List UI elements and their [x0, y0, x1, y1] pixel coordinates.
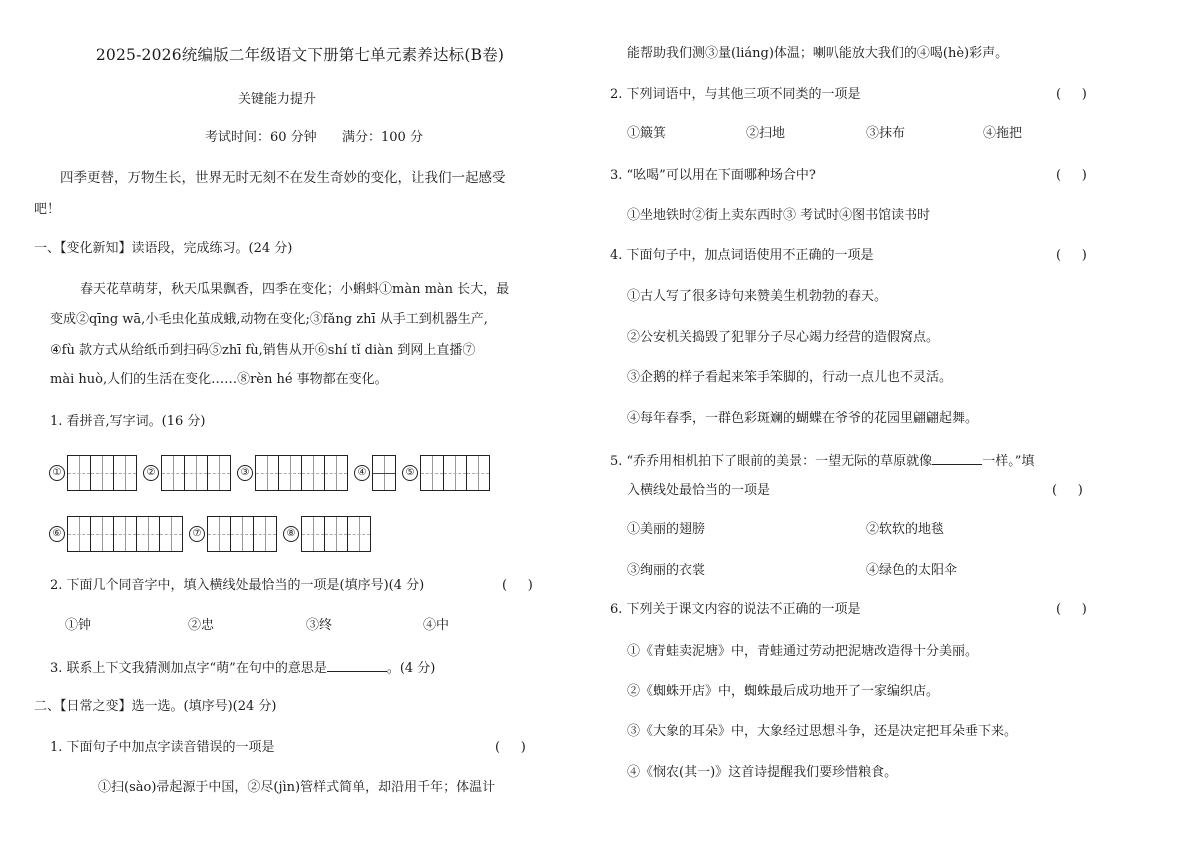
option: ④绿色的太阳伞 — [866, 563, 958, 578]
writing-grid-row-1 — [49, 455, 496, 491]
section-2-title: 二、【日常之变】选一选。(填序号)(24 分) — [34, 699, 277, 714]
section-1-title: 一、【变化新知】读语段，完成练习。(24 分) — [34, 241, 293, 256]
option: ②公安机关捣毁了犯罪分子尽心竭力经营的造假窝点。 — [627, 330, 940, 345]
grid-label: ⑤ — [402, 465, 418, 481]
grid-label: ② — [143, 465, 159, 481]
grid-label: ④ — [354, 465, 370, 481]
intro-line-2: 吧！ — [34, 202, 61, 217]
grid-label: ⑧ — [283, 526, 299, 542]
question-2-1-line: ①扫(sào)帚起源于中国，②尽(jìn)管样式简单，却沿用千年；体温计 — [98, 780, 496, 795]
grid-label: ⑥ — [49, 526, 65, 542]
question-2-6: 6. 下列关于课文内容的说法不正确的一项是 — [610, 602, 861, 617]
option: ④中 — [423, 618, 450, 633]
option: ③绚丽的衣裳 — [627, 563, 706, 578]
writing-grid-8[interactable] — [301, 516, 371, 552]
option: ③《大象的耳朵》中，大象经过思想斗争，还是决定把耳朵垂下来。 — [627, 724, 1018, 739]
passage-line: 春天花草萌芽，秋天瓜果飘香，四季在变化；小蝌蚪①màn màn 长大，最 — [80, 282, 510, 297]
writing-grid-7[interactable] — [207, 516, 277, 552]
option: ②扫地 — [746, 126, 786, 141]
option: ②软软的地毯 — [866, 522, 945, 537]
question-score: 。(4 分) — [386, 661, 436, 676]
page-subtitle: 关键能力提升 — [237, 92, 317, 107]
answer-paren[interactable]: ( ) — [495, 740, 526, 755]
question-2-1: 1. 下面句子中加点字读音错误的一项是 — [50, 740, 275, 755]
question-text: 一样。”填 — [982, 454, 1035, 469]
option: ③终 — [306, 618, 333, 633]
option: ③抹布 — [866, 126, 906, 141]
option: ②忠 — [188, 618, 215, 633]
answer-paren[interactable]: ( ) — [1056, 602, 1087, 617]
page-title: 2025-2026统编版二年级语文下册第七单元素养达标(B卷) — [95, 46, 505, 64]
question-text: 5. “乔乔用相机拍下了眼前的美景：一望无际的草原就像 — [610, 454, 933, 469]
question-2-3: 3. “吆喝”可以用在下面哪种场合中? — [610, 168, 816, 183]
writing-grid-2[interactable] — [161, 455, 231, 491]
question-2-2: 2. 下列词语中，与其他三项不同类的一项是 — [610, 87, 861, 102]
intro-line-1: 四季更替，万物生长，世界无时无刻不在发生奇妙的变化，让我们一起感受 — [60, 170, 506, 186]
question-1-1: 1. 看拼音,写字词。(16 分) — [50, 414, 206, 429]
option: ②《蜘蛛开店》中，蜘蛛最后成功地开了一家编织店。 — [627, 684, 940, 699]
grid-label: ⑦ — [189, 526, 205, 542]
option: ③企鹅的样子看起来笨手笨脚的，行动一点儿也不灵活。 — [627, 370, 953, 385]
question-1-2: 2. 下面几个同音字中，填入横线处最恰当的一项是(填序号)(4 分) — [50, 578, 425, 593]
answer-paren[interactable]: ( ) — [502, 578, 533, 593]
question-2-4: 4. 下面句子中，加点词语使用不正确的一项是 — [610, 248, 874, 263]
option: ①《青蛙卖泥塘》中，青蛙通过劳动把泥塘改造得十分美丽。 — [627, 644, 979, 659]
writing-grid-3[interactable] — [255, 455, 348, 491]
option: ①古人写了很多诗句来赞美生机勃勃的春天。 — [627, 289, 888, 304]
continuation-line: 能帮助我们测③量(liáng)体温；喇叭能放大我们的④喝(hè)彩声。 — [627, 46, 1009, 61]
question-text: 3. 联系上下文我猜测加点字“萌”在句中的意思是 — [50, 661, 327, 676]
grid-label: ① — [49, 465, 65, 481]
writing-grid-6[interactable] — [67, 516, 183, 552]
grid-label: ③ — [237, 465, 253, 481]
question-2-5-cont: 入横线处最恰当的一项是 — [627, 483, 771, 498]
answer-blank[interactable] — [932, 450, 982, 465]
option: ①美丽的翅膀 — [627, 522, 706, 537]
option: ①簸箕 — [627, 126, 667, 141]
answer-paren[interactable]: ( ) — [1056, 168, 1087, 183]
passage-line: 变成②qīng wā,小毛虫化茧成蛾,动物在变化;③fǎng zhī 从手工到机器生产, — [50, 312, 488, 327]
answer-blank[interactable] — [327, 657, 387, 672]
option: ④《悯农(其一)》这首诗提醒我们要珍惜粮食。 — [627, 765, 898, 780]
answer-paren[interactable]: ( ) — [1052, 483, 1083, 498]
option: ④每年春季，一群色彩斑斓的蝴蝶在爷爷的花园里翩翩起舞。 — [627, 411, 979, 426]
passage-line: mài huò,人们的生活在变化……⑧rèn hé 事物都在变化。 — [50, 372, 388, 387]
full-score: 满分：100 分 — [342, 130, 423, 145]
question-1-3 — [50, 657, 435, 679]
option: ①钟 — [65, 618, 92, 633]
writing-grid-row-2 — [49, 516, 377, 552]
answer-paren[interactable]: ( ) — [1056, 87, 1087, 102]
writing-grid-1[interactable] — [67, 455, 137, 491]
writing-grid-5[interactable] — [420, 455, 490, 491]
exam-time: 考试时间：60 分钟 — [205, 130, 317, 145]
option: ④拖把 — [983, 126, 1023, 141]
passage-line: ④fù 款方式从给纸币到扫码⑤zhī fù,销售从开⑥shí tǐ diàn 到网上直播⑦ — [50, 343, 476, 358]
answer-paren[interactable]: ( ) — [1056, 248, 1087, 263]
option-line: ①坐地铁时②街上卖东西时③ 考试时④图书馆读书时 — [627, 208, 931, 223]
writing-grid-4[interactable] — [372, 455, 396, 491]
question-2-5 — [610, 450, 1034, 472]
